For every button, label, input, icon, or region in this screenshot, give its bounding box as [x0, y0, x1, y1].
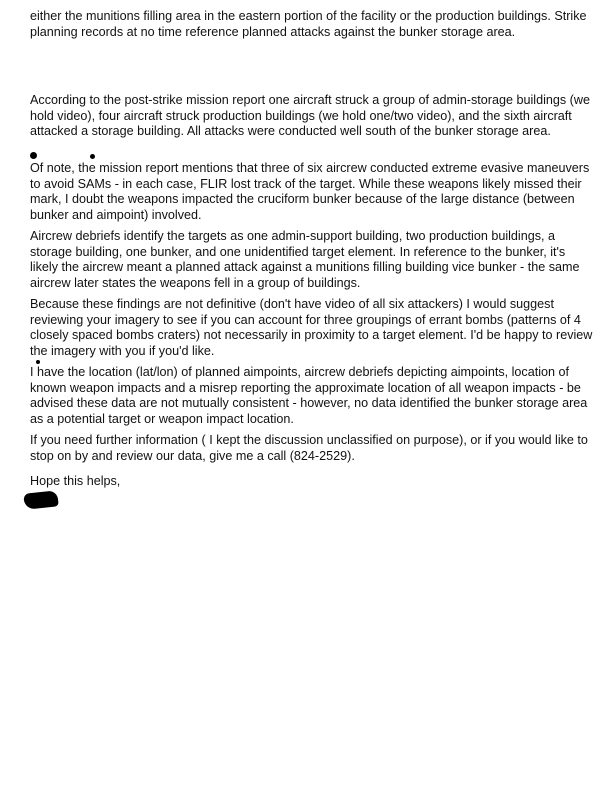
text-line: I have the location (lat/lon) of planned aimpoints, aircrew debriefs depicting aimpoints, location of: [30, 365, 570, 379]
text-line: closely spaced bombs craters) not necessarily in proximity to a target element. I'd be happy to review: [30, 328, 593, 342]
text-line: as a potential target or weapon impact location.: [30, 411, 294, 426]
text-line: known weapon impacts and a misrep reporting the approximate location of all weapon impacts - be: [30, 380, 581, 395]
text-line: reviewing your imagery to see if you can account for three groupings of errant bombs (patterns of 4: [30, 312, 581, 327]
text-line: advised these data are not mutually consistent - however, no data identified the bunker storage area: [30, 396, 588, 410]
paragraph-mission-report: [30, 93, 605, 140]
paragraph-locations: [30, 365, 605, 427]
closing-line: [30, 474, 605, 490]
text-line: Of note, the mission report mentions that three of six aircrew conducted extreme evasive maneuvers: [30, 161, 590, 175]
text-line: attacked a storage building. All attacks were conducted well south of the bunker storage area.: [30, 124, 551, 138]
redaction-block: [23, 490, 58, 509]
scan-speck: [30, 152, 37, 159]
paragraph-aircrew-debriefs: [30, 229, 605, 291]
scan-speck: [90, 154, 95, 159]
text-line: stop on by and review our data, give me a call (824-2529).: [30, 448, 355, 463]
text-line: to avoid SAMs - in each case, FLIR lost track of the target. While these weapons likely missed their: [30, 176, 582, 191]
text-line: According to the post-strike mission report one aircraft struck a group of admin-storage buildings (we: [30, 93, 590, 107]
text-line: storage building, one bunker, and one unidentified target element. In reference to the bunker, it's: [30, 244, 566, 259]
text-line: bunker and aimpoint) involved.: [30, 207, 202, 222]
text-line: the imagery with you if you'd like.: [30, 343, 215, 358]
text-line: either the munitions filling area in the eastern portion of the facility or the production buildings. Strike: [30, 9, 587, 23]
text-line: planning records at no time reference planned attacks against the bunker storage area.: [30, 24, 516, 39]
text-line: hold video), four aircraft struck production buildings (we hold one/two video), and the sixth aircraft: [30, 108, 572, 123]
paragraph-contact: [30, 433, 605, 464]
paragraph-suggestion: [30, 297, 605, 359]
paragraph-strike-planning: [30, 9, 605, 40]
text-line: Hope this helps,: [30, 474, 121, 488]
text-line: Because these findings are not definitive (don't have video of all six attackers) I would suggest: [30, 297, 554, 311]
text-line: Aircrew debriefs identify the targets as one admin-support building, two production buildings, a: [30, 229, 556, 243]
text-line: mark, I doubt the weapons impacted the cruciform bunker because of the large distance (between: [30, 192, 575, 206]
paragraph-evasive-maneuvers: [30, 161, 605, 223]
text-line: likely the aircrew meant a planned attack against a munitions filling building vice bunker - the same: [30, 260, 580, 274]
text-line: aircrew later states the weapons fell in a group of buildings.: [30, 275, 361, 290]
scan-speck: [36, 360, 40, 364]
text-line: If you need further information ( I kept the discussion unclassified on purpose), or if you would like to: [30, 433, 588, 447]
